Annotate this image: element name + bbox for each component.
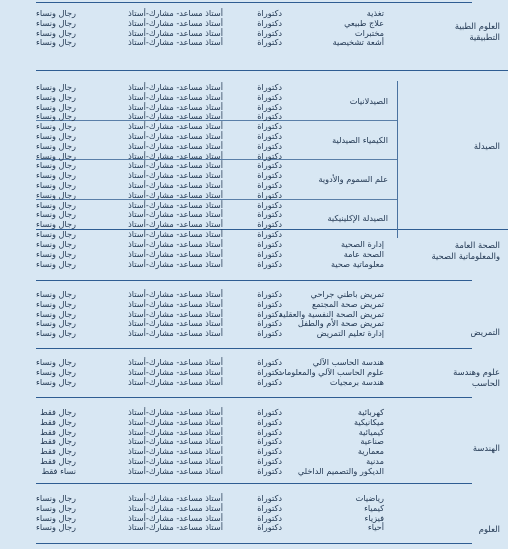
- degree-text: دكتوراة: [257, 199, 282, 210]
- rank-text: أستاذ مساعد- مشارك-أستاذ: [128, 160, 223, 171]
- specialization-text: الديكور والتصميم الداخلي: [297, 465, 384, 476]
- degree-text: دكتوراة: [257, 150, 282, 161]
- degree-text: دكتوراة: [257, 308, 282, 319]
- gender-text: رجال ونساء: [36, 239, 76, 249]
- rank-text: أستاذ مساعد- مشارك-أستاذ: [128, 416, 223, 427]
- rank-text: أستاذ مساعد- مشارك-أستاذ: [128, 328, 223, 339]
- rank-text: أستاذ مساعد- مشارك-أستاذ: [128, 131, 223, 141]
- table-row: [0, 377, 508, 387]
- rank-text: أستاذ مساعد- مشارك-أستاذ: [128, 199, 223, 210]
- rank-text: أستاذ مساعد- مشارك-أستاذ: [128, 298, 223, 309]
- rank-text: أستاذ مساعد- مشارك-أستاذ: [128, 140, 223, 151]
- table-row: [0, 446, 508, 456]
- gender-text: رجال فقط: [40, 407, 76, 417]
- rank-text: أستاذ مساعد- مشارك-أستاذ: [128, 456, 223, 466]
- gender-text: رجال ونساء: [36, 308, 76, 319]
- rank-text: أستاذ مساعد- مشارك-أستاذ: [128, 189, 223, 200]
- table-row: [0, 357, 508, 367]
- rank-text: أستاذ مساعد- مشارك-أستاذ: [128, 121, 223, 132]
- rank-text: أستاذ مساعد- مشارك-أستاذ: [128, 407, 223, 417]
- gender-text: رجال ونساء: [36, 357, 76, 367]
- gender-text: رجال ونساء: [36, 8, 76, 18]
- gender-text: رجال ونساء: [36, 199, 76, 210]
- table-row: [0, 309, 508, 319]
- gender-text: رجال ونساء: [36, 91, 76, 102]
- table-row: [0, 318, 508, 328]
- college-name: العلوم: [478, 524, 500, 534]
- degree-text: دكتوراة: [257, 357, 282, 367]
- degree-text: دكتوراة: [257, 522, 282, 533]
- table-row: [0, 160, 508, 170]
- gender-text: رجال فقط: [40, 436, 76, 447]
- college-name: الهندسة: [472, 443, 500, 453]
- rank-text: أستاذ مساعد- مشارك-أستاذ: [128, 465, 223, 476]
- specialization-text: إدارة الصحية: [340, 239, 384, 249]
- degree-text: دكتوراة: [257, 111, 282, 122]
- gender-text: رجال ونساء: [36, 180, 76, 190]
- table-row: [0, 299, 508, 309]
- rank-text: أستاذ مساعد- مشارك-أستاذ: [128, 27, 223, 38]
- table-row: [0, 209, 508, 219]
- degree-text: دكتوراة: [257, 209, 282, 220]
- table-row: [0, 407, 508, 417]
- specialization-text: رياضيات: [355, 493, 384, 503]
- specialization-text: فيزياء: [364, 512, 384, 523]
- specialization-text: تمريض باطني جراحي: [310, 289, 384, 299]
- table-row: [0, 131, 508, 141]
- gender-text: رجال ونساء: [36, 17, 76, 28]
- table-row: [0, 522, 508, 532]
- college-name: علوم وهندسة الحاسب: [453, 367, 500, 388]
- degree-text: دكتوراة: [257, 101, 282, 112]
- rank-text: أستاذ مساعد- مشارك-أستاذ: [128, 219, 223, 230]
- degree-text: دكتوراة: [257, 502, 282, 513]
- gender-text: رجال ونساء: [36, 101, 76, 112]
- table-row: [0, 92, 508, 102]
- table-row: [0, 180, 508, 190]
- degree-text: دكتوراة: [257, 289, 282, 299]
- table-row: [0, 503, 508, 513]
- department-name: الصيدلة الإكلينيكية: [327, 213, 388, 224]
- degree-text: دكتوراة: [257, 239, 282, 249]
- table-row: [0, 367, 508, 377]
- section-divider: [36, 2, 472, 3]
- table-row: [0, 151, 508, 161]
- specialization-text: معلوماتية صحية: [331, 258, 384, 269]
- rank-text: أستاذ مساعد- مشارك-أستاذ: [128, 101, 223, 112]
- gender-text: رجال ونساء: [36, 229, 76, 239]
- table-row: [0, 121, 508, 131]
- gender-text: رجال فقط: [40, 426, 76, 437]
- section-divider: [36, 397, 472, 398]
- gender-text: رجال ونساء: [36, 366, 76, 377]
- table-row: [0, 427, 508, 437]
- section-divider: [36, 543, 472, 544]
- rank-text: أستاذ مساعد- مشارك-أستاذ: [128, 248, 223, 259]
- gender-text: رجال ونساء: [36, 131, 76, 141]
- gender-text: رجال ونساء: [36, 140, 76, 151]
- rank-text: أستاذ مساعد- مشارك-أستاذ: [128, 318, 223, 329]
- rank-text: أستاذ مساعد- مشارك-أستاذ: [128, 17, 223, 28]
- college-name: الصحة العامة والمعلوماتية الصحية: [431, 240, 500, 261]
- rank-text: أستاذ مساعد- مشارك-أستاذ: [128, 493, 223, 503]
- gender-text: نساء فقط: [41, 465, 76, 476]
- gender-text: رجال ونساء: [36, 121, 76, 132]
- rank-text: أستاذ مساعد- مشارك-أستاذ: [128, 512, 223, 523]
- table-row: [0, 219, 508, 229]
- rank-text: أستاذ مساعد- مشارك-أستاذ: [128, 436, 223, 447]
- degree-text: دكتوراة: [257, 160, 282, 171]
- table-row: [0, 28, 508, 38]
- degree-text: دكتوراة: [257, 91, 282, 102]
- degree-text: دكتوراة: [257, 219, 282, 230]
- table-row: [0, 289, 508, 299]
- rank-text: أستاذ مساعد- مشارك-أستاذ: [128, 446, 223, 457]
- degree-text: دكتوراة: [257, 8, 282, 18]
- specialization-text: تمريض صحة الأم والطفل: [297, 318, 384, 329]
- degree-text: دكتوراة: [257, 426, 282, 437]
- table-row: [0, 141, 508, 151]
- table-row: [0, 8, 508, 18]
- degree-text: دكتوراة: [257, 328, 282, 339]
- rank-text: أستاذ مساعد- مشارك-أستاذ: [128, 522, 223, 533]
- table-row: [0, 37, 508, 47]
- gender-text: رجال ونساء: [36, 111, 76, 122]
- degree-text: دكتوراة: [257, 37, 282, 48]
- gender-text: رجال ونساء: [36, 502, 76, 513]
- table-row: [0, 456, 508, 466]
- specialization-text: ميكانيكية: [353, 416, 384, 427]
- rank-text: أستاذ مساعد- مشارك-أستاذ: [128, 82, 223, 92]
- specialization-text: تغذية: [366, 8, 384, 18]
- specialization-text: كيميائية: [358, 426, 384, 437]
- rank-text: أستاذ مساعد- مشارك-أستاذ: [128, 258, 223, 269]
- table-row: [0, 239, 508, 249]
- specialization-text: تمريض صحة المجتمع: [311, 298, 384, 309]
- table-row: [0, 328, 508, 338]
- table-row: [0, 417, 508, 427]
- table-row: [0, 229, 508, 239]
- gender-text: رجال ونساء: [36, 248, 76, 259]
- gender-text: رجال فقط: [40, 416, 76, 427]
- rank-text: أستاذ مساعد- مشارك-أستاذ: [128, 357, 223, 367]
- rank-text: أستاذ مساعد- مشارك-أستاذ: [128, 229, 223, 239]
- gender-text: رجال فقط: [40, 446, 76, 457]
- gender-text: رجال ونساء: [36, 150, 76, 161]
- gender-text: رجال ونساء: [36, 160, 76, 171]
- college-name: الصيدلة: [473, 141, 500, 151]
- rank-text: أستاذ مساعد- مشارك-أستاذ: [128, 8, 223, 18]
- degree-text: دكتوراة: [257, 376, 282, 387]
- gender-text: رجال ونساء: [36, 209, 76, 220]
- gender-text: رجال ونساء: [36, 219, 76, 230]
- degree-text: دكتوراة: [257, 318, 282, 329]
- degree-text: دكتوراة: [257, 493, 282, 503]
- specialization-text: كهربائية: [357, 407, 384, 417]
- gender-text: رجال ونساء: [36, 37, 76, 48]
- rank-text: أستاذ مساعد- مشارك-أستاذ: [128, 239, 223, 249]
- specialization-text: الصحة عامة: [343, 248, 384, 259]
- table-row: [0, 190, 508, 200]
- degree-text: دكتوراة: [257, 121, 282, 132]
- specialization-text: علاج طبيعي: [344, 17, 384, 28]
- table-row: [0, 513, 508, 523]
- rank-text: أستاذ مساعد- مشارك-أستاذ: [128, 308, 223, 319]
- section-divider: [36, 348, 472, 349]
- table-row: [0, 436, 508, 446]
- specialization-text: تمريض الصحة النفسية والعقلية: [278, 308, 384, 319]
- rank-text: أستاذ مساعد- مشارك-أستاذ: [128, 366, 223, 377]
- gender-text: رجال ونساء: [36, 512, 76, 523]
- specialization-text: أحياء: [367, 522, 384, 533]
- table-row: [0, 200, 508, 210]
- gender-text: رجال ونساء: [36, 258, 76, 269]
- degree-text: دكتوراة: [257, 131, 282, 141]
- specialization-text: مدنية: [366, 456, 384, 466]
- table-row: [0, 259, 508, 269]
- degree-text: دكتوراة: [257, 258, 282, 269]
- gender-text: رجال ونساء: [36, 328, 76, 339]
- degree-text: دكتوراة: [257, 366, 282, 377]
- table-row: [0, 466, 508, 476]
- table-row: [0, 18, 508, 28]
- table-row: [0, 493, 508, 503]
- specialization-text: هندسة الحاسب الآلي: [312, 357, 384, 367]
- degree-text: دكتوراة: [257, 298, 282, 309]
- degree-text: دكتوراة: [257, 229, 282, 239]
- degree-text: دكتوراة: [257, 170, 282, 181]
- department-name: الكيمياء الصيدلية: [332, 134, 388, 145]
- department-name: علم السموم والأدوية: [318, 174, 388, 184]
- specialization-text: صناعية: [360, 436, 384, 447]
- gender-text: رجال فقط: [40, 456, 76, 466]
- gender-text: رجال ونساء: [36, 493, 76, 503]
- table-row: [0, 102, 508, 112]
- specialization-text: مختبرات: [354, 27, 384, 38]
- degree-text: دكتوراة: [257, 140, 282, 151]
- college-name: العلوم الطبية التطبيقية: [454, 21, 500, 42]
- gender-text: رجال ونساء: [36, 170, 76, 181]
- gender-text: رجال ونساء: [36, 522, 76, 533]
- degree-text: دكتوراة: [257, 436, 282, 447]
- specialization-text: كيمياء: [364, 502, 384, 513]
- degree-text: دكتوراة: [257, 82, 282, 92]
- degree-text: دكتوراة: [257, 180, 282, 190]
- table-row: [0, 82, 508, 92]
- rank-text: أستاذ مساعد- مشارك-أستاذ: [128, 170, 223, 181]
- gender-text: رجال ونساء: [36, 82, 76, 92]
- specialization-text: معمارية: [357, 446, 384, 457]
- gender-text: رجال ونساء: [36, 318, 76, 329]
- gender-text: رجال ونساء: [36, 289, 76, 299]
- gender-text: رجال ونساء: [36, 189, 76, 200]
- table-row: [0, 170, 508, 180]
- rank-text: أستاذ مساعد- مشارك-أستاذ: [128, 37, 223, 48]
- rank-text: أستاذ مساعد- مشارك-أستاذ: [128, 111, 223, 122]
- degree-text: دكتوراة: [257, 446, 282, 457]
- rank-text: أستاذ مساعد- مشارك-أستاذ: [128, 502, 223, 513]
- rank-text: أستاذ مساعد- مشارك-أستاذ: [128, 376, 223, 387]
- degree-text: دكتوراة: [257, 17, 282, 28]
- rank-text: أستاذ مساعد- مشارك-أستاذ: [128, 289, 223, 299]
- specialization-text: إدارة تعليم التمريض: [316, 328, 384, 339]
- section-divider: [36, 483, 472, 484]
- gender-text: رجال ونساء: [36, 298, 76, 309]
- degree-text: دكتوراة: [257, 189, 282, 200]
- gender-text: رجال ونساء: [36, 376, 76, 387]
- rank-text: أستاذ مساعد- مشارك-أستاذ: [128, 209, 223, 220]
- specialization-text: علوم الحاسب الآلي والمعلومات: [276, 366, 384, 377]
- rank-text: أستاذ مساعد- مشارك-أستاذ: [128, 150, 223, 161]
- degree-text: دكتوراة: [257, 456, 282, 466]
- degree-text: دكتوراة: [257, 248, 282, 259]
- specialization-text: هندسة برمجيات: [329, 376, 384, 387]
- rank-text: أستاذ مساعد- مشارك-أستاذ: [128, 426, 223, 437]
- section-divider: [36, 70, 508, 71]
- gender-text: رجال ونساء: [36, 27, 76, 38]
- table-row: [0, 111, 508, 121]
- college-name: التمريض: [470, 327, 500, 337]
- degree-text: دكتوراة: [257, 27, 282, 38]
- rank-text: أستاذ مساعد- مشارك-أستاذ: [128, 91, 223, 102]
- department-name: الصيدلانيات: [349, 95, 388, 106]
- rank-text: أستاذ مساعد- مشارك-أستاذ: [128, 180, 223, 190]
- table-row: [0, 249, 508, 259]
- degree-text: دكتوراة: [257, 407, 282, 417]
- section-divider: [36, 280, 472, 281]
- degree-text: دكتوراة: [257, 512, 282, 523]
- degree-text: دكتوراة: [257, 465, 282, 476]
- degree-text: دكتوراة: [257, 416, 282, 427]
- specialization-text: أشعة تشخيصية: [332, 37, 384, 48]
